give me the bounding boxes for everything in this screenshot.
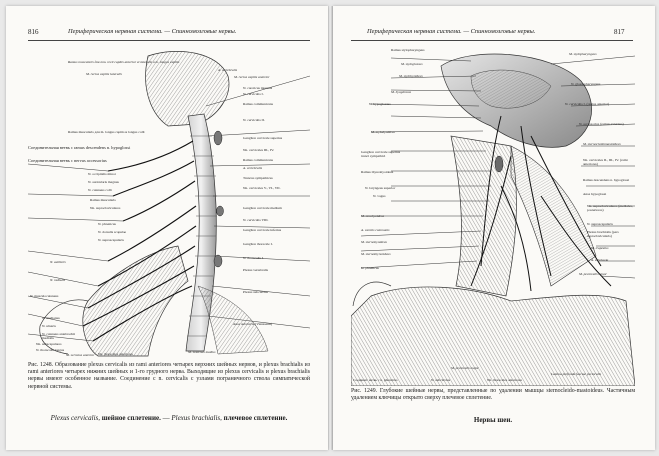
label-lamina-profunda: Lamina profunda fasciae pectoralis (551, 372, 601, 376)
label-m-rectus-capitis-lateralis: M. rectus capitis lateralis (86, 72, 122, 76)
running-header-right: Периферическая нервная система. — Спинномозговые нервы. (367, 28, 536, 35)
label-n-vagus: N. vagus (373, 194, 386, 198)
label-n-thoracalis-i: N. thoracalis I. (243, 256, 264, 260)
label-nn-subscapulares: Nn. subscapulares (36, 342, 62, 346)
label-truncus-sympathicus: Truncus sympathicus (243, 176, 273, 180)
section-plexus-cervicalis-ru: шейное сплетение. (101, 414, 161, 422)
label-m-sternohyoideus: M. sternohyoideus (361, 240, 387, 244)
section-plexus-brachialis-latin: Plexus brachialis, (171, 414, 222, 422)
label-m-hyoglossus: M. hyoglossus (391, 90, 412, 94)
label-m-scalenus-medius: M. scalenus medius (188, 350, 216, 354)
label-n-cervicalis-i: N. cervicalis I. (243, 92, 264, 96)
label-n-suprascapularis: N. suprascapularis (98, 238, 124, 242)
label-ramus-muscularis: Ramus muscularis (90, 198, 116, 202)
label-plexus-vertebralis: Plexus vertebralis (243, 268, 268, 272)
label-n-ulnaris: N. ulnaris (42, 324, 56, 328)
label-n-accessorius-externus: N. accessorius (ramus externus) (579, 122, 624, 126)
label-conn-branch-phrenicus: Соединит. ветвь с n. phrenicus (353, 378, 398, 382)
label-conn-branch-accessorius: Соединительная ветвь с nervus accessorius (28, 158, 107, 163)
right-page (333, 6, 655, 450)
section-separator: — (162, 414, 170, 422)
label-a-carotis-communis: A. carotis communis (361, 228, 390, 232)
section-plexus-cervicalis-latin: Plexus cervicalis, (50, 414, 101, 422)
label-nn-cervicales-v-vi-vii: Nn. cervicales V., VI., VII. (243, 186, 281, 190)
caption-fig-number-1248: Рис. 1248. (28, 362, 54, 368)
label-a-vertebralis-top: A. vertebralis (218, 68, 238, 72)
label-nn-supraclaviculares: Nn. supraclaviculares (90, 206, 121, 210)
page-number-right: 817 (614, 28, 625, 36)
label-a-subclavia: A. subclavia (591, 258, 609, 262)
label-n-dorsalis-scapulae: N. dorsalis scapulae (98, 230, 127, 234)
label-n-hypoglossus-r: N. hypoglossus (369, 102, 391, 106)
label-ramus-communicans-2: Ramus communicans (243, 158, 274, 162)
label-ganglion-cervicale-medium: Ganglion cervicale medium (243, 206, 282, 210)
label-ramus-stylopharyngeus: Ramus stylopharyngeus (391, 48, 425, 52)
label-ramus-descendens-hypoglossi: Ramus descendens n. hypoglossi (583, 178, 630, 182)
label-n-auricularis-magnus: N. auricularis magnus (88, 180, 119, 184)
label-ramus-muscularis-longus: Ramus muscularis для m. longus capitis и longus colli (68, 130, 145, 134)
section-title-right (351, 416, 635, 424)
label-nn-thoracales-anteriores: Nn. thoracales anteriores (98, 352, 133, 356)
label-n-phrenicus-r: N. phrenicus (361, 266, 379, 270)
label-plexus-brachialis-supraclav: Plexus brachialis (pars supraclavicularis) (587, 230, 619, 238)
caption-fig-1249 (351, 388, 635, 402)
label-n-thoracalis-longus: N. thoracalis longus (36, 348, 65, 352)
caption-fig-number-1249: Рис. 1249. (351, 388, 378, 394)
label-nn-cervicales-iii-iv: Nn. cervicales III., IV. (243, 148, 275, 152)
label-m-stylohyoideus: M. stylohyoideus (399, 74, 423, 78)
label-n-cutaneus-antebrachii: N. cutaneus antebrachii medialis (42, 332, 75, 340)
label-m-serratus-anterior: M. serratus anterior (66, 353, 95, 357)
label-ramus-communicans-1: Ramus communicans (243, 102, 274, 106)
label-m-styloglossus: M. styloglossus (401, 62, 423, 66)
label-n-cutaneus-colli: N. cutaneus colli (88, 188, 112, 192)
label-a-vertebralis: A. vertebralis (243, 166, 263, 170)
caption-text-1249: Глубокие шейные нервы, представленные по удалении мышцы sternocleido-mastoideus. Частичным удалением ключицы открыто сверху плечевое сплетение. (351, 388, 636, 402)
label-n-medianus: N. medianus (42, 316, 60, 320)
label-nn-cervicales-ii-iv: Nn. cervicales II., III., IV. (rami anteriores) (583, 158, 628, 166)
label-ansa-subclavia: Ansa subclavia (Vieussenii) (233, 322, 273, 326)
caption-fig-1248 (28, 362, 310, 391)
label-ramus-thyreohyoideus: Ramus thyreohyoideus (361, 170, 394, 174)
label-plexus-subclavius: Plexus subclavius (243, 290, 268, 294)
label-n-occipitalis-minor: N. occipitalis minor (88, 172, 116, 176)
label-n-cervicalis-viii: N. cervicalis VIII. (243, 218, 269, 222)
page-number-left: 816 (28, 28, 39, 36)
label-m-stylopharyngeus: M. stylopharyngeus (569, 52, 597, 56)
label-m-sternothyreoideus: M. sternothyreoideus (361, 252, 391, 256)
label-ganglion-thoracale-i: Ganglion thoracale I. (243, 242, 273, 246)
anatomical-illustration-deep-neck-nerves (351, 46, 635, 386)
label-m-rectus-capitis-anterior: M. rectus capitis anterior (234, 75, 270, 79)
header-rule-left (28, 40, 310, 41)
label-ansa-hypoglossi: Ansa hypoglossi (583, 192, 607, 196)
label-m-sternocleidomastoideus: M. sternocleidomastoideus (583, 142, 621, 146)
running-header-left: Периферическая нервная система. — Спинномозговые нервы. (68, 28, 237, 35)
label-n-musculocutaneus: N. musculocutaneus (30, 294, 59, 298)
label-n-glossopharyngeus: N. glossopharyngeus (571, 82, 601, 86)
left-page (6, 6, 328, 450)
label-n-axillaris: N. axillaris (50, 260, 66, 264)
section-title-left (28, 414, 310, 422)
label-ganglion-cervicale-inferius: Ganglion cervicale inferius (243, 228, 282, 232)
caption-text-1248: Образование plexus cervicalis из rami anteriores четырех верхних шейных нервов, и plexus brachialis из rami anteriores четырех нижних шейных и 1-го грудного нерва. Выходящие из plexus cervicalis и plexus brachialis нервы имеют особенное название. Соединение с n. cervicalis с узлами пограничного ствола симпатической нервной системы. (28, 362, 311, 390)
label-n-laryngeus-superior: N. laryngeus superior (365, 186, 396, 190)
label-m-pectoralis-minor: M. pectoralis minor (579, 272, 607, 276)
figure-1248 (28, 46, 310, 358)
label-ganglion-cervicale-superius-r: Ganglion cervicale superius trunci sympathici (361, 150, 401, 158)
section-plexus-brachialis-ru: плечевое сплетение. (223, 414, 288, 422)
label-m-omohyoideus: M. omohyoideus (361, 214, 385, 218)
label-n-suprascapularis-r: N. suprascapularis (587, 222, 613, 226)
label-n-cervicalis-i-anterior: N. cervicalis I. (ramus anterior) (565, 102, 610, 106)
anatomical-illustration-cervical-brachial-plexus (28, 46, 310, 358)
label-nn-thoracales-anteriores-r: Nn. thoracales anteriores (487, 378, 522, 382)
label-n-subclavius: N. subclavius (431, 378, 451, 382)
label-ganglion-cervicale-superius: Ganglion cervicale superius (243, 136, 283, 140)
label-m-pectoralis-major: M. pectoralis major (451, 366, 479, 370)
label-m-mylohyoideus: M. mylohyoideus (371, 130, 395, 134)
label-n-caroticus-internus: N. caroticus internus (243, 86, 273, 90)
label-n-phrenicus: N. phrenicus (98, 222, 116, 226)
label-nn-supraclaviculares-r: Nn. supraclaviculares (mediales, posteriores) (587, 204, 633, 212)
header-rule-right (351, 40, 633, 41)
label-ramus-muscularis-recti: Ramus muscularis для mm. recti capitis anterior et lateralis и m. longus capitis (68, 60, 180, 64)
section-nervy-shei: Нервы шеи. (473, 416, 513, 424)
label-m-trapezius: M. trapezius (591, 246, 609, 250)
figure-1249 (351, 46, 635, 386)
label-n-radialis: N. radialis (50, 278, 65, 282)
label-conn-branch-hypoglossi: Соединительная ветвь с ramus descendens n. hypoglossi (28, 145, 131, 150)
label-n-cervicalis-ii: N. cervicalis II. (243, 118, 265, 122)
